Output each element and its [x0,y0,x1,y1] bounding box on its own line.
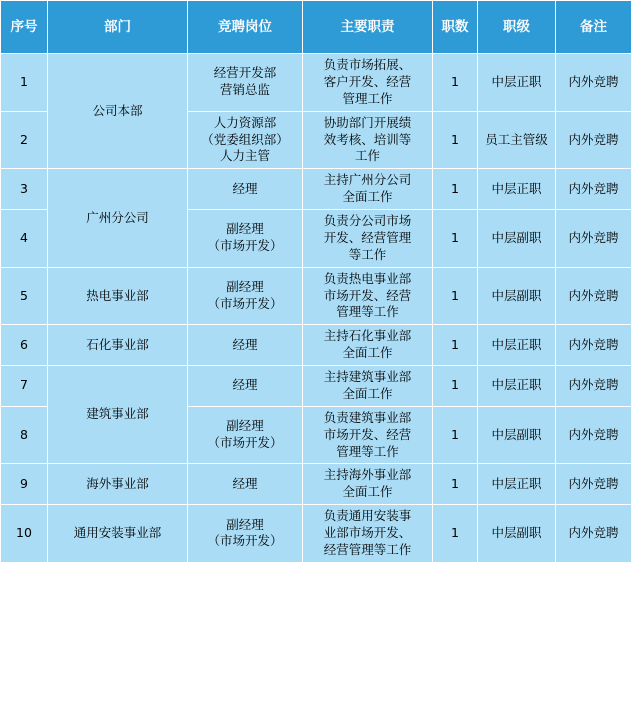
cell-headcount: 1 [433,54,478,112]
cell-position: 经理 [188,325,303,366]
cell-headcount: 1 [433,464,478,505]
cell-position: 经理 [188,169,303,210]
cell-remark: 内外竞聘 [556,54,631,112]
cell-department: 热电事业部 [48,267,188,325]
cell-rank: 中层副职 [478,505,556,563]
cell-department: 建筑事业部 [48,366,188,464]
cell-rank: 中层正职 [478,54,556,112]
cell-rank: 中层副职 [478,267,556,325]
cell-headcount: 1 [433,505,478,563]
cell-department: 广州分公司 [48,169,188,267]
table-row [1,267,631,325]
cell-remark: 内外竞聘 [556,406,631,464]
table-row [1,464,631,505]
cell-duties: 负责热电事业部 市场开发、经营 管理等工作 [303,267,433,325]
cell-seq: 7 [1,366,48,407]
cell-seq: 6 [1,325,48,366]
cell-duties: 负责市场拓展、 客户开发、经营 管理工作 [303,54,433,112]
cell-duties: 负责通用安装事 业部市场开发、 经营管理等工作 [303,505,433,563]
cell-headcount: 1 [433,210,478,268]
cell-position: 副经理 （市场开发） [188,267,303,325]
cell-position: 副经理 （市场开发） [188,505,303,563]
cell-duties: 协助部门开展绩 效考核、培训等 工作 [303,111,433,169]
cell-remark: 内外竞聘 [556,267,631,325]
column-header-seq: 序号 [1,1,48,54]
cell-remark: 内外竞聘 [556,464,631,505]
cell-position: 经理 [188,464,303,505]
cell-rank: 中层正职 [478,464,556,505]
cell-headcount: 1 [433,366,478,407]
cell-position: 副经理 （市场开发） [188,406,303,464]
cell-department: 通用安装事业部 [48,505,188,563]
cell-remark: 内外竞聘 [556,111,631,169]
cell-position: 副经理 （市场开发） [188,210,303,268]
cell-position: 经理 [188,366,303,407]
cell-rank: 中层正职 [478,169,556,210]
cell-seq: 1 [1,54,48,112]
cell-seq: 5 [1,267,48,325]
cell-rank: 中层正职 [478,366,556,407]
cell-seq: 4 [1,210,48,268]
table-row [1,366,631,407]
cell-headcount: 1 [433,325,478,366]
cell-seq: 10 [1,505,48,563]
column-header-headcount: 职数 [433,1,478,54]
column-header-duties: 主要职责 [303,1,433,54]
cell-duties: 主持海外事业部 全面工作 [303,464,433,505]
cell-remark: 内外竞聘 [556,505,631,563]
table-row [1,54,631,112]
cell-rank: 中层副职 [478,406,556,464]
cell-headcount: 1 [433,111,478,169]
header-row [1,1,631,54]
column-header-department: 部门 [48,1,188,54]
cell-department: 海外事业部 [48,464,188,505]
cell-department: 石化事业部 [48,325,188,366]
cell-remark: 内外竞聘 [556,210,631,268]
cell-remark: 内外竞聘 [556,325,631,366]
cell-seq: 3 [1,169,48,210]
table-row [1,505,631,563]
table-row [1,325,631,366]
cell-seq: 8 [1,406,48,464]
cell-remark: 内外竞聘 [556,169,631,210]
cell-headcount: 1 [433,169,478,210]
cell-duties: 主持建筑事业部 全面工作 [303,366,433,407]
cell-seq: 9 [1,464,48,505]
cell-rank: 中层正职 [478,325,556,366]
cell-position: 人力资源部 （党委组织部） 人力主管 [188,111,303,169]
cell-rank: 员工主管级 [478,111,556,169]
cell-headcount: 1 [433,267,478,325]
cell-duties: 负责分公司市场 开发、经营管理 等工作 [303,210,433,268]
cell-rank: 中层副职 [478,210,556,268]
cell-remark: 内外竞聘 [556,366,631,407]
table-body [1,54,631,563]
table-row [1,169,631,210]
cell-duties: 主持石化事业部 全面工作 [303,325,433,366]
table-header [1,1,631,54]
cell-duties: 主持广州分公司 全面工作 [303,169,433,210]
column-header-remark: 备注 [556,1,631,54]
cell-position: 经营开发部 营销总监 [188,54,303,112]
cell-duties: 负责建筑事业部 市场开发、经营 管理等工作 [303,406,433,464]
column-header-rank: 职级 [478,1,556,54]
column-header-position: 竞聘岗位 [188,1,303,54]
cell-headcount: 1 [433,406,478,464]
cell-seq: 2 [1,111,48,169]
cell-department: 公司本部 [48,54,188,169]
